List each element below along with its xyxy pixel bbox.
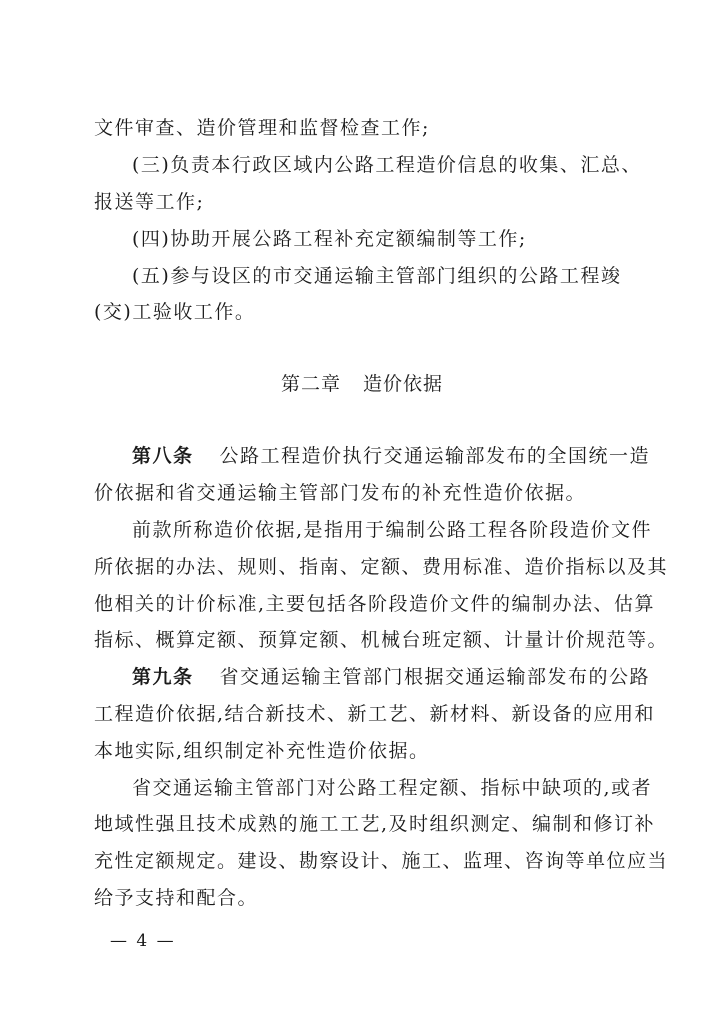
- text-line: 工程造价依据,结合新技术、新工艺、新材料、新设备的应用和: [94, 703, 656, 725]
- text-line: 指标、概算定额、预算定额、机械台班定额、计量计价规范等。: [94, 629, 669, 651]
- text-line: 充性定额规定。建设、勘察设计、施工、监理、咨询等单位应当: [94, 850, 669, 872]
- article-8-text: 公路工程造价执行交通运输部发布的全国统一造: [219, 445, 651, 467]
- text-line: 前款所称造价依据,是指用于编制公路工程各阶段造价文件: [132, 519, 653, 541]
- chapter-title: 造价依据: [363, 373, 444, 395]
- text-line: 报送等工作;: [94, 191, 205, 213]
- text-line: 地域性强且技术成熟的施工工艺,及时组织测定、编制和修订补: [94, 813, 656, 835]
- text-line: 所依据的办法、规则、指南、定额、费用标准、造价指标以及其: [94, 556, 669, 578]
- chapter-number: 第二章: [280, 373, 341, 395]
- text-line: 给予支持和配合。: [94, 887, 259, 909]
- article-9-label: 第九条: [132, 666, 194, 688]
- text-line: 省交通运输主管部门对公路工程定额、指标中缺项的,或者: [132, 777, 653, 799]
- article-8-label: 第八条: [132, 445, 194, 467]
- text-line: (五)参与设区的市交通运输主管部门组织的公路工程竣: [132, 265, 622, 287]
- text-line: 价依据和省交通运输主管部门发布的补充性造价依据。: [94, 482, 587, 504]
- page-number: — 4 —: [110, 931, 176, 951]
- text-line: (三)负责本行政区域内公路工程造价信息的收集、汇总、: [132, 154, 642, 176]
- text-line: (四)协助开展公路工程补充定额编制等工作;: [132, 228, 527, 250]
- article-9-text: 省交通运输主管部门根据交通运输部发布的公路: [219, 666, 651, 688]
- article-8-line-1: [94, 444, 672, 468]
- text-line: 文件审查、造价管理和监督检查工作;: [94, 117, 430, 139]
- article-9-line-1: [94, 665, 672, 689]
- chapter-heading: [0, 372, 724, 396]
- text-line: (交)工验收工作。: [94, 301, 256, 323]
- text-line: 他相关的计价标准,主要包括各阶段造价文件的编制办法、估算: [94, 593, 656, 615]
- text-line: 本地实际,组织制定补充性造价依据。: [94, 740, 430, 762]
